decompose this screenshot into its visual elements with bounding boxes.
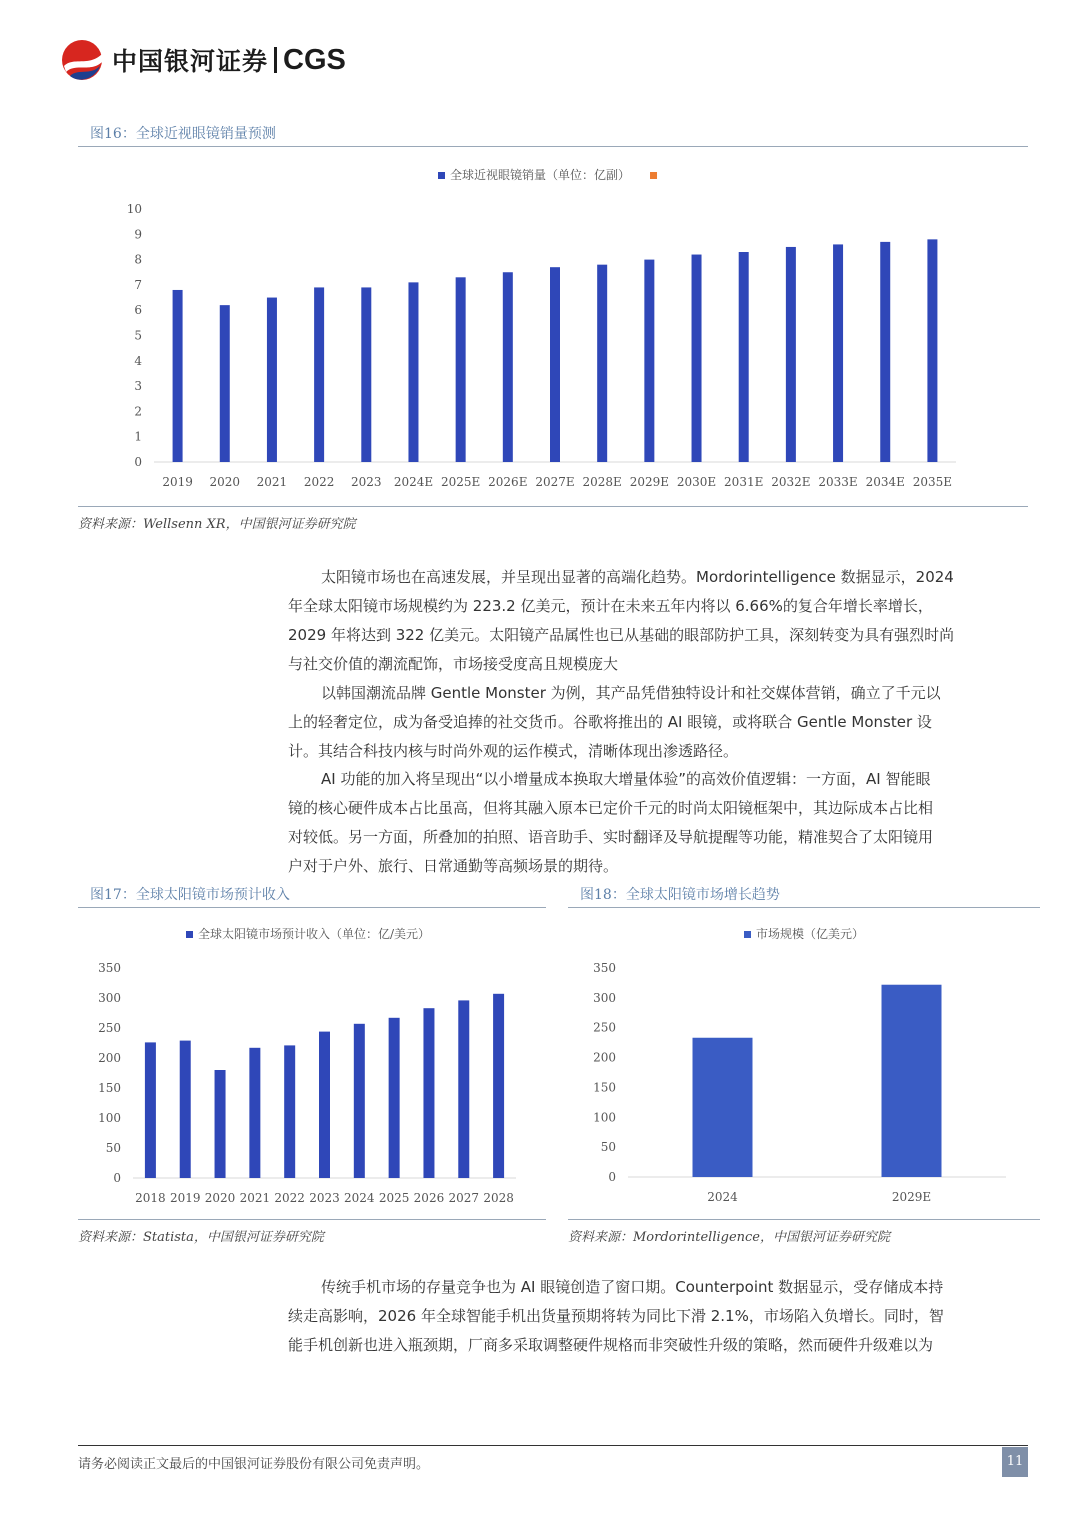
legend-swatch <box>438 172 445 179</box>
paragraph-sunglasses-market <box>288 563 1028 679</box>
y-tick-label: 100 <box>98 1111 121 1125</box>
page-number: 11 <box>1002 1447 1028 1477</box>
x-tick-label: 2033E <box>818 475 858 489</box>
y-tick-label: 4 <box>134 353 142 368</box>
bar <box>503 272 513 462</box>
y-tick-label: 1 <box>134 429 142 444</box>
figure17-title: 图17：全球太阳镜市场预计收入 <box>90 887 290 903</box>
figure17-chart <box>78 918 546 1214</box>
x-tick-label: 2022 <box>303 475 335 489</box>
x-tick-label: 2023 <box>309 1191 340 1205</box>
bar <box>314 287 324 462</box>
bar <box>145 1042 156 1178</box>
logo-separator <box>274 47 277 73</box>
figure16-bottom-rule <box>78 506 1028 507</box>
y-tick-label: 50 <box>600 1140 616 1155</box>
bar <box>458 1000 469 1178</box>
y-tick-label: 300 <box>593 990 616 1005</box>
x-tick-label: 2034E <box>865 475 905 489</box>
x-tick-label: 2022 <box>274 1191 305 1205</box>
bar <box>456 277 466 462</box>
paragraph-line: 对较低。另一方面，所叠加的拍照、语音助手、实时翻译及导航提醒等功能，精准契合了太阳镜用 <box>288 828 934 846</box>
y-tick-label: 300 <box>98 991 121 1005</box>
x-tick-label: 2031E <box>724 475 764 489</box>
y-tick-label: 0 <box>134 455 142 469</box>
legend-swatch <box>650 172 657 179</box>
logo-chinese-name: 中国银河证券 <box>112 47 269 76</box>
bar <box>173 290 183 462</box>
paragraph-line: 以韩国潮流品牌 Gentle Monster 为例，其产品凭借独特设计和社交媒体营销，确立了千元以 <box>321 684 941 702</box>
cgs-logo-icon <box>60 38 106 82</box>
logo-english-name: CGS <box>283 43 346 76</box>
y-tick-label: 10 <box>126 202 142 216</box>
bar <box>880 242 890 462</box>
x-tick-label: 2020 <box>209 475 241 489</box>
cgs-logo <box>60 38 346 82</box>
figure18-title: 图18：全球太阳镜市场增长趋势 <box>580 887 780 903</box>
x-tick-label: 2035E <box>912 475 953 489</box>
y-tick-label: 200 <box>593 1050 616 1065</box>
y-tick-label: 150 <box>98 1081 121 1095</box>
x-tick-label: 2023 <box>351 475 382 489</box>
figure16-top-rule <box>78 146 1028 147</box>
paragraph-line: 上的轻奢定位，成为备受追捧的社交货币。谷歌将推出的 AI 眼镜，或将联合 Gentle Monster 设 <box>288 713 932 731</box>
bar <box>786 247 796 462</box>
bar <box>319 1032 330 1178</box>
paragraph-gentle-monster <box>288 679 1028 766</box>
x-tick-label: 2027 <box>448 1191 480 1205</box>
x-tick-label: 2024 <box>707 1190 738 1204</box>
bar <box>550 267 560 462</box>
bar <box>408 282 418 462</box>
figure17-source: 资料来源：Statista，中国银河证券研究院 <box>78 1230 324 1245</box>
y-tick-label: 350 <box>98 961 121 975</box>
figure18-chart <box>568 918 1040 1214</box>
y-tick-label: 0 <box>608 1170 616 1184</box>
figure18-svg <box>568 918 1040 1214</box>
x-tick-label: 2021 <box>239 1191 271 1205</box>
x-tick-label: 2028 <box>483 1191 514 1205</box>
x-tick-label: 2020 <box>204 1191 236 1205</box>
y-tick-label: 3 <box>134 379 142 394</box>
figure17-top-rule <box>78 907 546 908</box>
legend-swatch <box>744 931 751 938</box>
bar <box>267 298 277 462</box>
bar <box>693 1038 753 1177</box>
paragraph-line: 太阳镜市场也在高速发展，并呈现出显著的高端化趋势。Mordorintelligence 数据显示，2024 <box>321 568 954 586</box>
paragraph-line: AI 功能的加入将呈现出“以小增量成本换取大增量体验”的高效价值逻辑：一方面，AI 智能眼 <box>321 770 931 788</box>
bar <box>882 985 942 1177</box>
x-tick-label: 2024E <box>393 475 434 489</box>
y-tick-label: 2 <box>134 404 142 419</box>
x-tick-label: 2029E <box>891 1190 932 1204</box>
y-tick-label: 250 <box>593 1020 616 1035</box>
figure16-title: 图16：全球近视眼镜销量预测 <box>90 126 276 142</box>
paragraph-line: 户对于户外、旅行、日常通勤等高频场景的期待。 <box>288 857 619 875</box>
figure16-chart <box>78 160 1028 500</box>
x-tick-label: 2024 <box>344 1191 375 1205</box>
figure17-bottom-rule <box>78 1219 546 1220</box>
bar <box>354 1024 365 1178</box>
footer-rule <box>78 1445 1028 1446</box>
figure18-source: 资料来源：Mordorintelligence，中国银河证券研究院 <box>568 1230 890 1245</box>
x-tick-label: 2027E <box>535 475 575 489</box>
y-tick-label: 250 <box>98 1021 121 1035</box>
paragraph-line: 能手机创新也进入瓶颈期，厂商多采取调整硬件规格而非突破性升级的策略，然而硬件升级难以为 <box>288 1336 934 1354</box>
x-tick-label: 2019 <box>169 1191 201 1205</box>
y-tick-label: 7 <box>134 277 142 292</box>
y-tick-label: 150 <box>593 1080 616 1095</box>
y-tick-label: 5 <box>134 328 142 343</box>
bar <box>389 1018 400 1178</box>
x-tick-label: 2019 <box>162 475 193 489</box>
paragraph-line: 计。其结合科技内核与时尚外观的运作模式，清晰体现出渗透路径。 <box>288 742 739 760</box>
x-tick-label: 2030E <box>676 475 717 489</box>
legend-label: 市场规模（亿美元） <box>756 927 865 941</box>
paragraph-line: 2029 年将达到 322 亿美元。太阳镜产品属性也已从基础的眼部防护工具，深刻转变为具有强烈时尚 <box>288 626 955 644</box>
bar <box>739 252 749 462</box>
bar <box>361 287 371 462</box>
x-tick-label: 2025E <box>440 475 481 489</box>
bar <box>284 1045 295 1178</box>
bar <box>692 255 702 462</box>
y-tick-label: 100 <box>593 1110 616 1125</box>
figure16-svg <box>78 160 1028 500</box>
bar <box>644 260 654 462</box>
figure17-svg <box>78 918 546 1214</box>
paragraph-line: 年全球太阳镜市场规模约为 223.2 亿美元，预计在未来五年内将以 6.66%的复合年增长率增长， <box>288 597 933 615</box>
bar <box>220 305 230 462</box>
y-tick-label: 8 <box>134 252 142 267</box>
paragraph-line: 与社交价值的潮流配饰，市场接受度高且规模庞大 <box>288 655 619 673</box>
y-tick-label: 0 <box>113 1171 121 1185</box>
x-tick-label: 2021 <box>256 475 288 489</box>
x-tick-label: 2018 <box>135 1191 166 1205</box>
bar <box>215 1070 226 1178</box>
x-tick-label: 2026E <box>488 475 528 489</box>
bar <box>833 244 843 462</box>
y-tick-label: 50 <box>105 1141 121 1155</box>
legend-label: 全球近视眼镜销量（单位：亿副） <box>450 168 631 182</box>
bar <box>927 239 937 462</box>
x-tick-label: 2032E <box>771 475 811 489</box>
paragraph-line: 续走高影响，2026 年全球智能手机出货量预期将转为同比下滑 2.1%，市场陷入负增长。同时，智 <box>288 1307 944 1325</box>
figure18-top-rule <box>568 907 1040 908</box>
y-tick-label: 350 <box>593 961 616 975</box>
legend-swatch <box>186 931 193 938</box>
figure16-source: 资料来源：Wellsenn XR，中国银河证券研究院 <box>78 517 356 532</box>
figure18-bottom-rule <box>568 1219 1040 1220</box>
x-tick-label: 2026 <box>413 1191 445 1205</box>
bar <box>423 1008 434 1178</box>
paragraph-smartphone-market <box>288 1273 1028 1360</box>
x-tick-label: 2025 <box>378 1191 410 1205</box>
bar <box>180 1041 191 1178</box>
y-tick-label: 9 <box>134 227 142 242</box>
legend-label: 全球太阳镜市场预计收入（单位：亿/美元） <box>198 927 431 941</box>
y-tick-label: 200 <box>98 1051 121 1065</box>
footer-disclaimer: 请务必阅读正文最后的中国银河证券股份有限公司免责声明。 <box>78 1457 430 1472</box>
paragraph-line: 传统手机市场的存量竞争也为 AI 眼镜创造了窗口期。Counterpoint 数据显示，受存储成本持 <box>321 1278 944 1296</box>
x-tick-label: 2028E <box>582 475 622 489</box>
paragraph-ai-value-logic <box>288 765 1028 881</box>
bar <box>249 1048 260 1178</box>
bar <box>493 994 504 1178</box>
paragraph-line: 镜的核心硬件成本占比虽高，但将其融入原本已定价千元的时尚太阳镜框架中，其边际成本占比相 <box>288 799 934 817</box>
y-tick-label: 6 <box>134 303 142 318</box>
x-tick-label: 2029E <box>629 475 670 489</box>
bar <box>597 265 607 462</box>
